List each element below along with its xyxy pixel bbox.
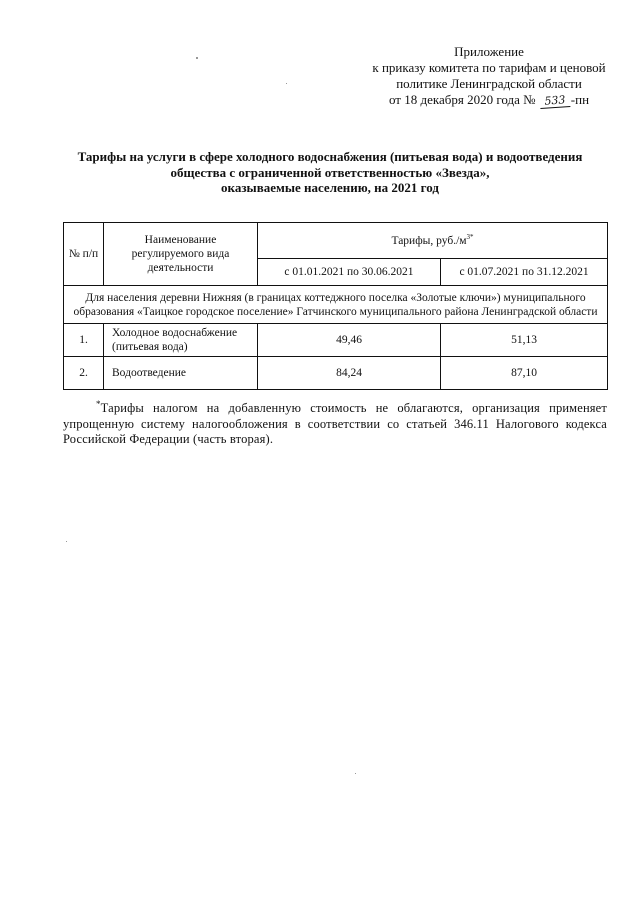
appendix-order-reference: к приказу комитета по тарифам и ценовой — [372, 60, 606, 75]
header-tariffs-unit-sup: 3* — [466, 232, 474, 241]
header-tariffs — [258, 223, 608, 259]
header-activity: Наименование регулируемого вида деятельности — [104, 223, 258, 286]
row-activity: Водоотведение — [104, 357, 258, 390]
row-tariff-period-2: 87,10 — [441, 357, 608, 390]
order-number-suffix: -пн — [570, 92, 590, 107]
row-tariff-period-1: 84,24 — [258, 357, 441, 390]
section-consumer-group: Для населения деревни Нижняя (в границах коттеджного поселка «Золотые ключи») муниципального образования «Таицкое городское поселение» Гатчинского муниципального района Ленинградской области — [64, 286, 608, 324]
row-number: 1. — [64, 324, 104, 357]
title-line-2: общества с ограниченной ответственностью «Звезда», — [170, 164, 490, 180]
appendix-label: Приложение — [454, 44, 524, 59]
header-tariffs-label: Тарифы, руб./м — [391, 234, 467, 247]
title-line-1: Тарифы на услуги в сфере холодного водоснабжения (питьевая вода) и водоотведения — [77, 149, 583, 164]
row-tariff-period-1: 49,46 — [258, 324, 441, 357]
row-tariff-period-2: 51,13 — [441, 324, 608, 357]
order-date-text: от 18 декабря 2020 года № — [388, 92, 536, 107]
table-row — [64, 324, 608, 357]
footnote-marker: * — [96, 398, 101, 409]
header-period-2: с 01.07.2021 по 31.12.2021 — [441, 259, 608, 286]
tax-footnote — [63, 398, 607, 448]
scan-speck — [66, 541, 67, 542]
header-number: № п/п — [64, 223, 104, 286]
handwritten-order-number: 533 — [539, 94, 570, 109]
footnote-text: Тарифы налогом на добавленную стоимость не облагаются, организация применяет упрощенную систему налогообложения в соответствии со статьей 346.11 Налогового кодекса Российской Федерации (часть вторая). — [63, 401, 607, 446]
appendix-order-date — [359, 92, 619, 108]
tariff-table — [63, 222, 608, 390]
table-header-row — [64, 223, 608, 259]
header-period-1: с 01.01.2021 по 30.06.2021 — [258, 259, 441, 286]
table-section-row — [64, 286, 608, 324]
document-title — [20, 149, 640, 196]
scan-speck — [286, 83, 287, 84]
row-activity: Холодное водоснабжение (питьевая вода) — [104, 324, 258, 357]
scan-speck — [355, 773, 356, 774]
title-line-3: оказываемые населению, на 2021 год — [221, 180, 439, 195]
row-number: 2. — [64, 357, 104, 390]
appendix-order-committee: политике Ленинградской области — [396, 76, 582, 91]
appendix-header — [359, 44, 619, 108]
table-row — [64, 357, 608, 390]
scan-speck — [196, 57, 198, 59]
